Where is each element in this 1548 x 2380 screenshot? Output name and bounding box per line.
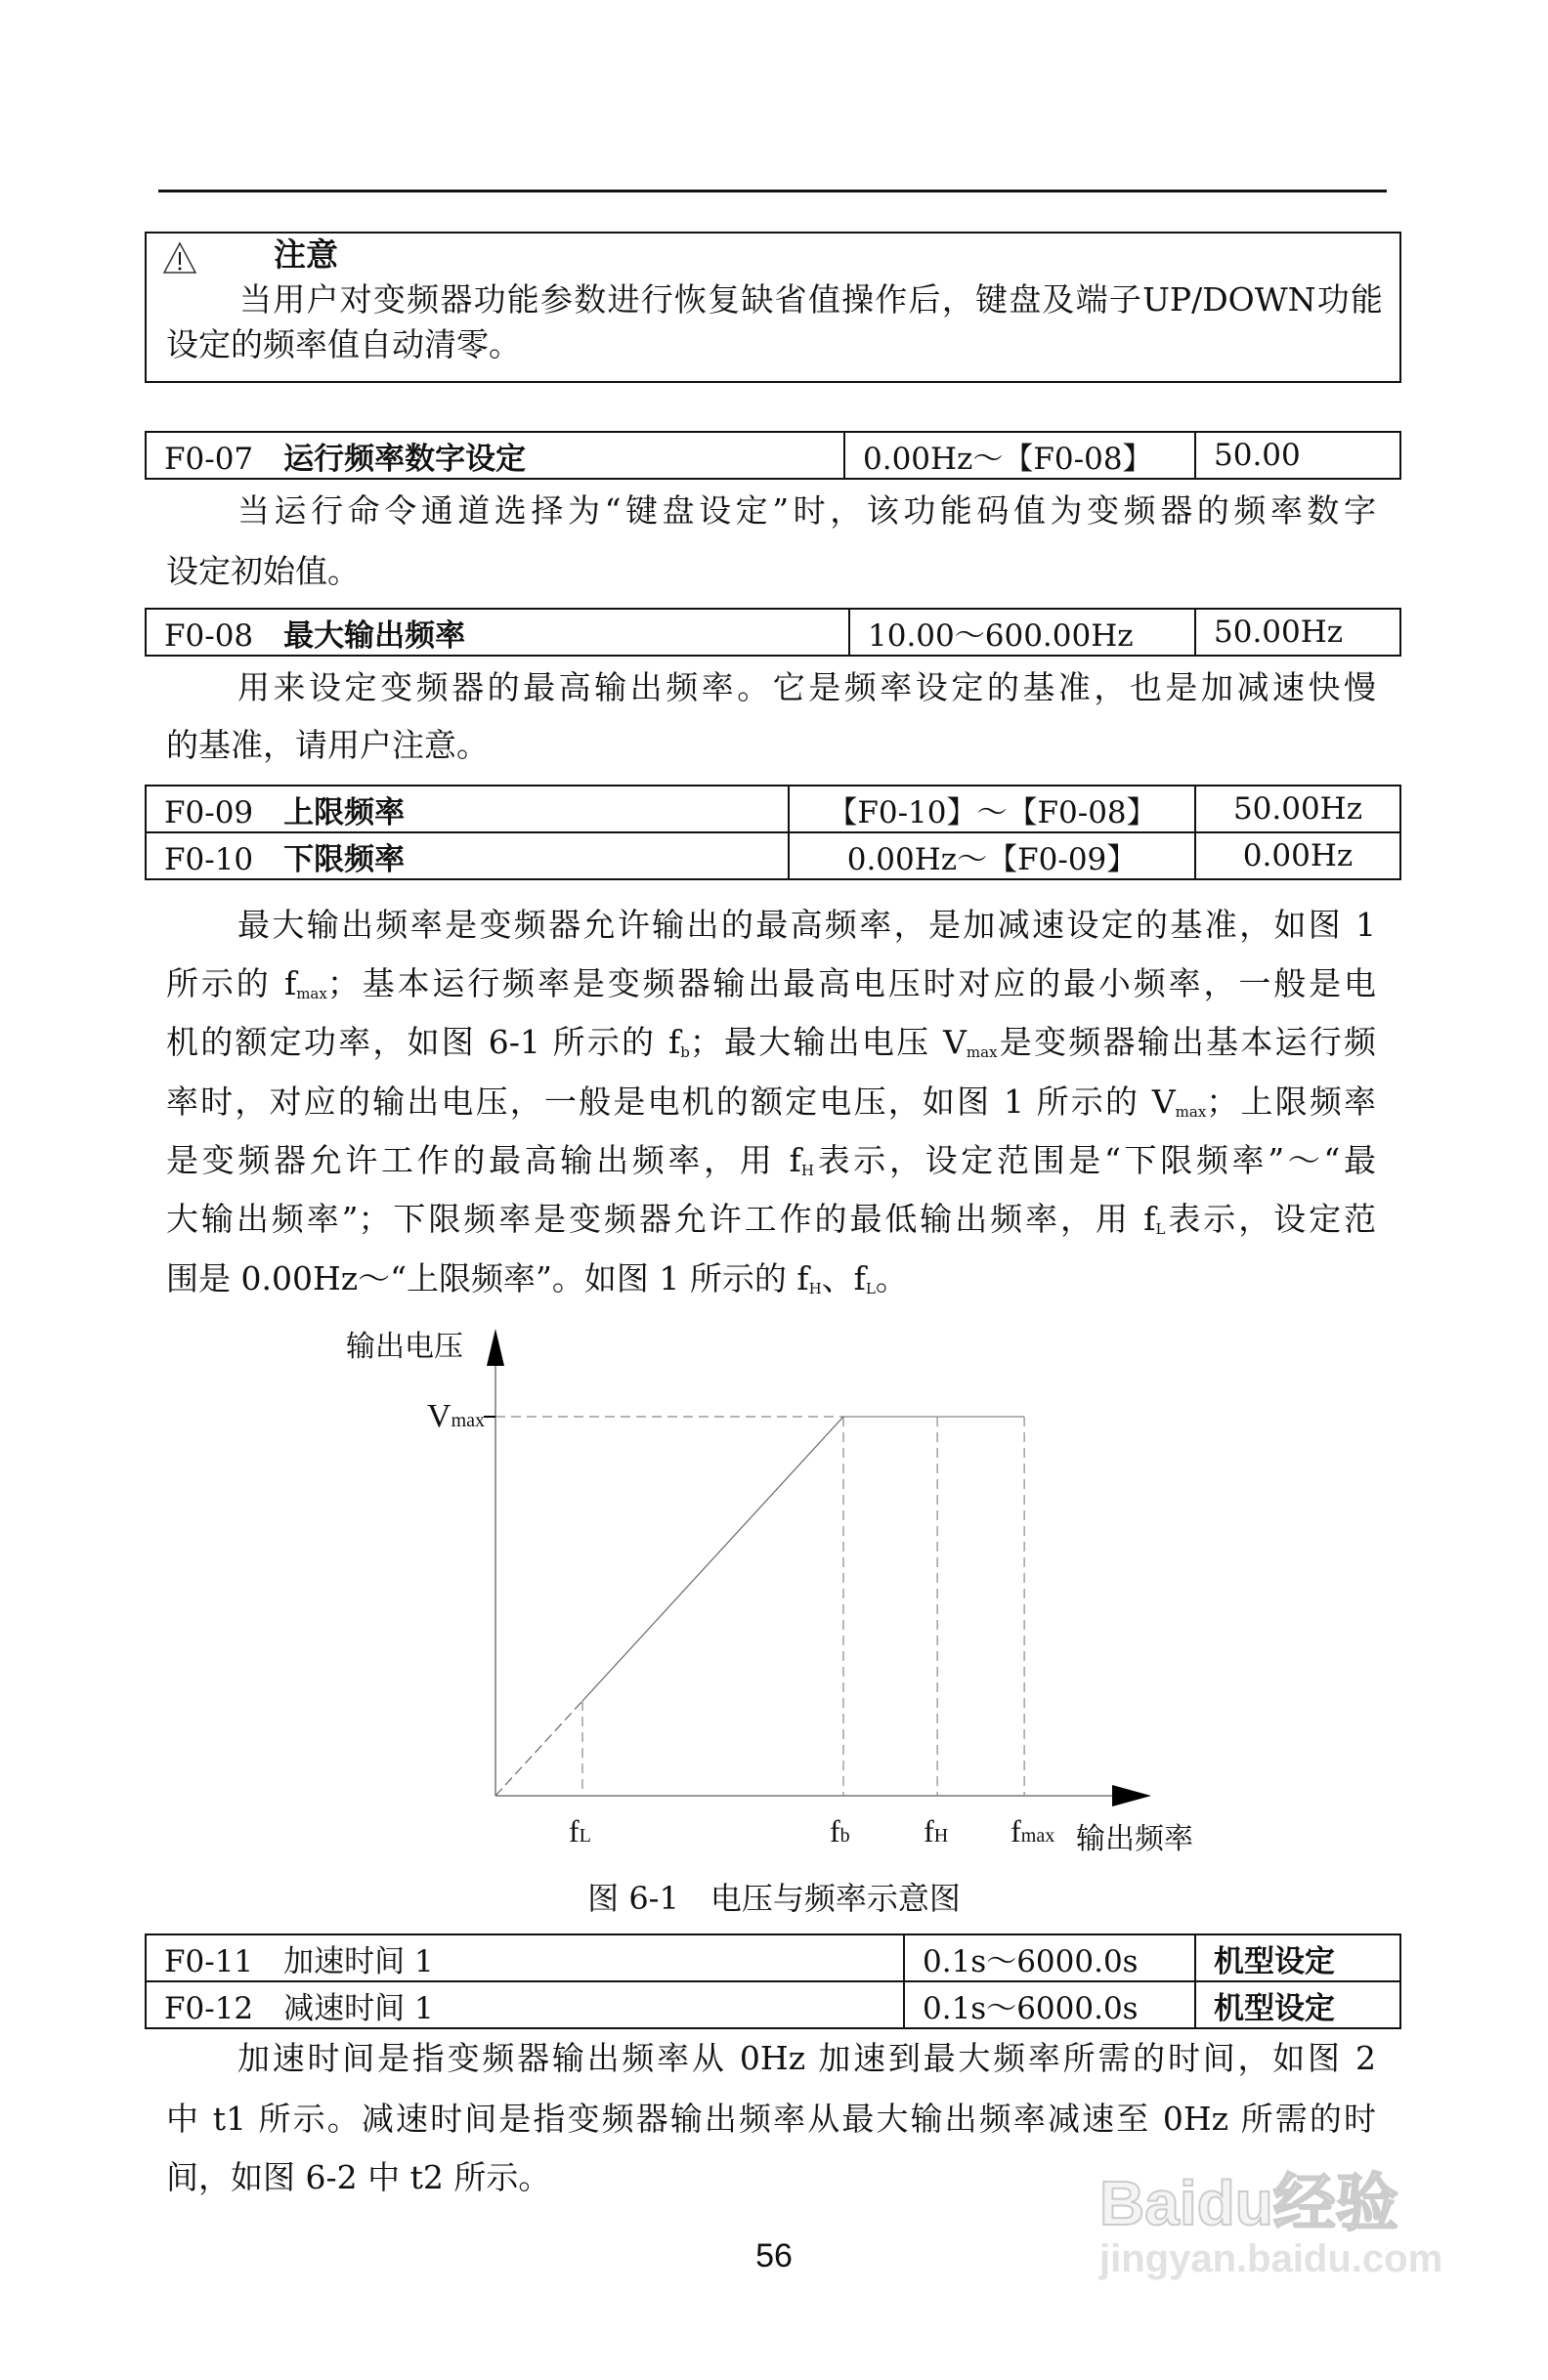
param-range: 0.00Hz～【F0-08】 <box>844 432 1195 479</box>
warning-icon <box>162 241 197 275</box>
paragraph-line: 的基准，请用户注意。 <box>166 726 489 764</box>
param-range: 0.00Hz～【F0-09】 <box>789 832 1195 879</box>
paragraph-line: 机的额定功率，如图 6-1 所示的 $f_b$；最大输出电压 $V_{max}$是变频器输出基本运行频 <box>166 1023 1377 1061</box>
param-table-f0-11-12 <box>145 1934 1401 2029</box>
vf-line-dashed <box>495 1701 582 1796</box>
param-range: 【F0-10】～【F0-08】 <box>789 786 1195 832</box>
x-axis-label: 输出频率 <box>1076 1823 1193 1855</box>
x-axis-arrow <box>1112 1785 1151 1806</box>
param-code: F0-12 <box>164 1990 254 2026</box>
paragraph-line: 最大输出频率是变频器允许输出的最高频率，是加减速设定的基准，如图 1 <box>237 906 1376 944</box>
param-default: 50.00Hz <box>1195 609 1400 656</box>
table-row <box>146 432 1400 479</box>
note-title: 注意 <box>274 235 338 274</box>
paragraph-line: 中 t1 所示。减速时间是指变频器输出频率从最大输出频率减速至 0Hz 所需的时 <box>166 2100 1376 2138</box>
param-name: 下限频率 <box>283 841 406 877</box>
param-code: F0-09 <box>164 794 254 830</box>
param-table-f0-07 <box>145 431 1401 480</box>
table-row <box>146 786 1400 832</box>
param-table-f0-09-10 <box>145 785 1401 880</box>
param-table-f0-08 <box>145 608 1401 657</box>
param-name: 减速时间 1 <box>283 1990 434 2026</box>
param-range: 0.1s～6000.0s <box>904 1981 1195 2028</box>
table-row <box>146 609 1400 656</box>
paragraph-line: 间，如图 6-2 中 t2 所示。 <box>166 2158 551 2196</box>
param-code: F0-07 <box>164 441 254 477</box>
page-number: 56 <box>755 2237 793 2274</box>
watermark-brand: Baidu经验 <box>1099 2168 1398 2238</box>
paragraph-line: 当运行命令通道选择为“键盘设定”时，该功能码值为变频器的频率数字 <box>237 491 1376 530</box>
table-row <box>146 832 1400 879</box>
param-name: 最大输出频率 <box>283 617 466 654</box>
paragraph-line: 是变频器允许工作的最高输出频率，用 $f_H$表示，设定范围是“下限频率”～“最 <box>166 1141 1376 1179</box>
y-axis-arrow <box>487 1329 504 1366</box>
vmax-label: Vmax <box>427 1398 485 1434</box>
x-mark-label: fmax <box>1010 1813 1055 1849</box>
paragraph-line: 大输出频率”；下限频率是变频器允许工作的最低输出频率，用 $f_L$表示，设定范 <box>166 1200 1377 1238</box>
param-default: 0.00Hz <box>1195 832 1400 879</box>
paragraph-line: 用来设定变频器的最高输出频率。它是频率设定的基准，也是加减速快慢 <box>237 668 1376 706</box>
vf-chart <box>0 1309 1548 1856</box>
note-box <box>145 232 1401 383</box>
table-row <box>146 1934 1400 1981</box>
param-name: 上限频率 <box>283 794 406 830</box>
paragraph-line: 率时，对应的输出电压，一般是电机的额定电压，如图 1 所示的 $V_{max}$；上限频率 <box>166 1083 1377 1121</box>
figure-caption: 图 6-1 电压与频率示意图 <box>587 1880 961 1917</box>
param-code: F0-08 <box>164 617 254 654</box>
watermark-url: jingyan.baidu.com <box>1099 2237 1443 2280</box>
paragraph-line: 加速时间是指变频器输出频率从 0Hz 加速到最大频率所需的时间，如图 2 <box>237 2039 1376 2077</box>
watermark-logo <box>1099 2169 1442 2281</box>
param-code: F0-10 <box>164 841 254 877</box>
paragraph-line: 所示的 $f_{max}$；基本运行频率是变频器输出最高电压时对应的最小频率，一般是电 <box>166 964 1376 1002</box>
param-default: 机型设定 <box>1195 1934 1400 1981</box>
note-line: 当用户对变频器功能参数进行恢复缺省值操作后，键盘及端子UP/DOWN功能 <box>239 280 1383 319</box>
param-range: 10.00～600.00Hz <box>849 609 1195 656</box>
param-name: 加速时间 1 <box>283 1943 434 1979</box>
param-default: 50.00Hz <box>1195 786 1400 832</box>
param-default: 机型设定 <box>1195 1981 1400 2028</box>
x-mark-label: fb <box>830 1813 850 1849</box>
param-name: 运行频率数字设定 <box>283 441 527 477</box>
table-row <box>146 1981 1400 2028</box>
header-rule <box>158 190 1387 192</box>
note-line: 设定的频率值自动清零。 <box>166 325 521 363</box>
y-axis-label: 输出电压 <box>346 1331 463 1363</box>
paragraph-line: 围是 0.00Hz～“上限频率”。如图 1 所示的 $f_H$、$f_L$。 <box>166 1259 908 1297</box>
x-mark-label: fL <box>569 1813 591 1849</box>
x-mark-label: fH <box>924 1813 949 1849</box>
paragraph-line: 设定初始值。 <box>166 552 360 590</box>
vf-line <box>582 1417 843 1701</box>
param-range: 0.1s～6000.0s <box>904 1934 1195 1981</box>
param-default: 50.00 <box>1195 432 1400 479</box>
param-code: F0-11 <box>164 1943 254 1979</box>
